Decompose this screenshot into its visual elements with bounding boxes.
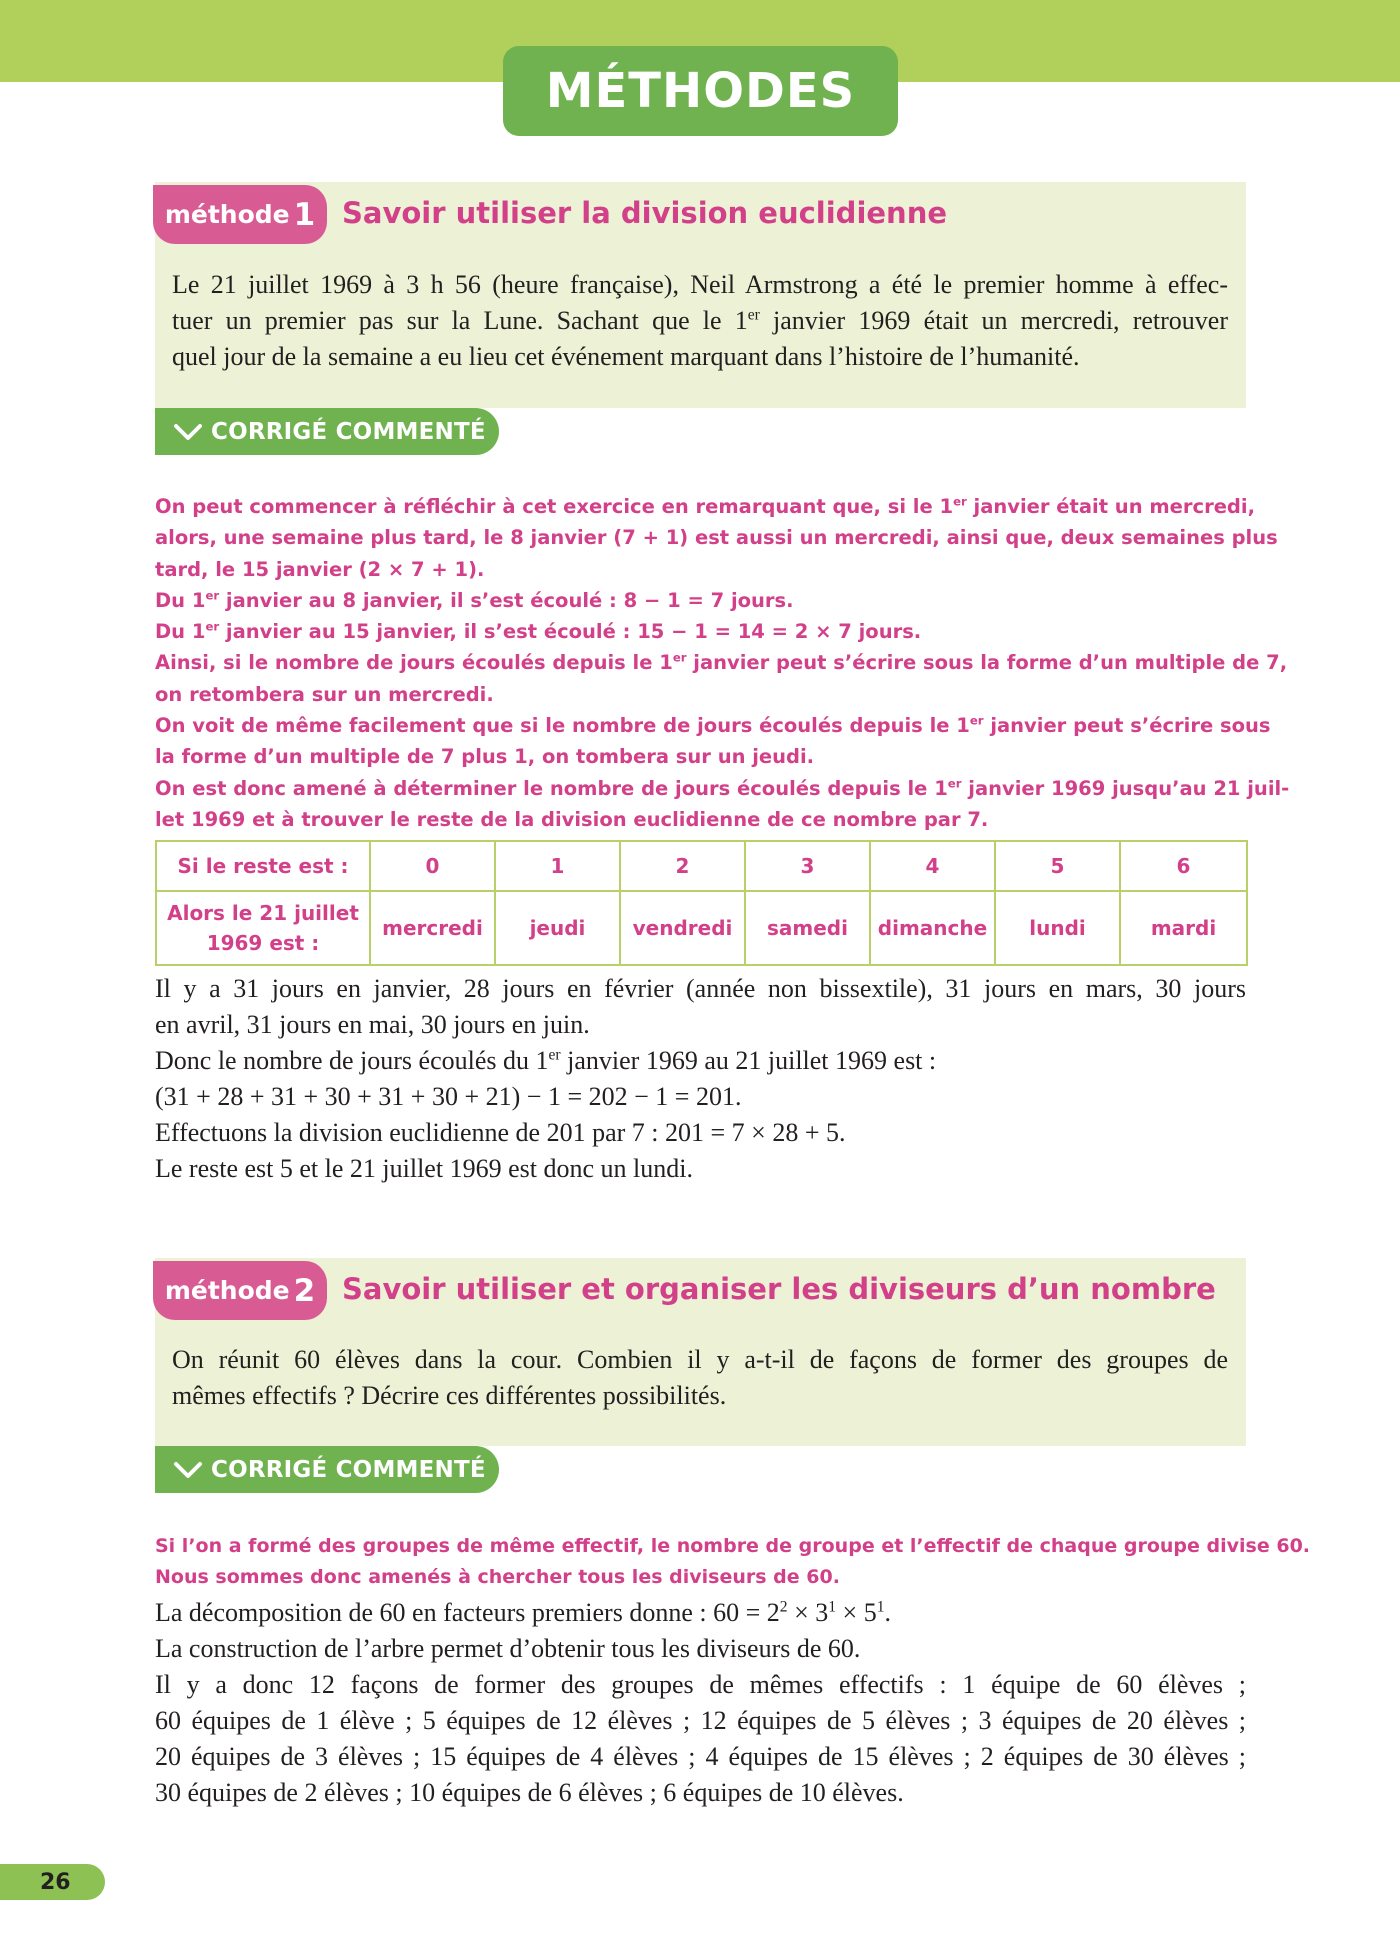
table-cell: 2 [620, 841, 745, 891]
table-cell: dimanche [870, 891, 995, 965]
commentary-line: tard, le 15 janvier (2 × 7 + 1). [155, 557, 485, 581]
table-cell: 0 [370, 841, 495, 891]
commentary-line: Du 1er janvier au 15 janvier, il s’est écoulé : 15 − 1 = 14 = 2 × 7 jours. [155, 619, 922, 644]
chevron-down-icon [173, 1460, 203, 1480]
section-title: MÉTHODES [545, 63, 856, 119]
statement-line: On réunit 60 élèves dans la cour. Combien il y a-t-il de façons de former des groupes de [172, 1345, 1228, 1374]
solution-line: 30 équipes de 2 élèves ; 10 équipes de 6 élèves ; 6 équipes de 10 élèves. [155, 1778, 904, 1807]
method2-solution-commentary [155, 1531, 1310, 1594]
table-cell: lundi [995, 891, 1120, 965]
method2-title: Savoir utiliser et organiser les diviseurs d’un nombre [342, 1272, 1216, 1306]
statement-line: tuer un premier pas sur la Lune. Sachant que le 1er janvier 1969 était un mercredi, retrouver [172, 306, 1228, 335]
commentary-line: On voit de même facilement que si le nombre de jours écoulés depuis le 1er janvier peut s’écrire sous [155, 713, 1271, 738]
table-cell: vendredi [620, 891, 745, 965]
commentary-line: on retombera sur un mercredi. [155, 682, 494, 706]
table-header-cell: Si le reste est : [156, 841, 370, 891]
solution-line: Le reste est 5 et le 21 juillet 1969 est donc un lundi. [155, 1154, 693, 1183]
table-row [156, 891, 1247, 965]
page-number-badge [0, 1864, 105, 1900]
table-cell: 5 [995, 841, 1120, 891]
solution-line: 60 équipes de 1 élève ; 5 équipes de 12 élèves ; 12 équipes de 5 élèves ; 3 équipes de 20 élèves ; [155, 1706, 1246, 1735]
method2-solution [155, 1595, 1246, 1811]
solution-line: Il y a donc 12 façons de former des groupes de mêmes effectifs : 1 équipe de 60 élèves ; [155, 1670, 1246, 1699]
method1-solution [155, 971, 1246, 1187]
table-cell: 1 [495, 841, 620, 891]
method1-solution-commentary [155, 491, 1289, 835]
method1-badge: méthode 1 [153, 185, 327, 244]
commentary-line: Du 1er janvier au 8 janvier, il s’est écoulé : 8 − 1 = 7 jours. [155, 588, 794, 612]
table-cell: samedi [745, 891, 870, 965]
section-title-tab [503, 46, 898, 136]
solution-line: Il y a 31 jours en janvier, 28 jours en février (année non bissextile), 31 jours en mars, 30 jours [155, 974, 1246, 1003]
method1-statement [172, 267, 1228, 375]
statement-line: Le 21 juillet 1969 à 3 h 56 (heure française), Neil Armstrong a été le premier homme à effec- [172, 270, 1228, 299]
table-cell: 4 [870, 841, 995, 891]
statement-line: mêmes effectifs ? Décrire ces différentes possibilités. [172, 1381, 727, 1410]
method1-corrige-tab[interactable]: CORRIGÉ COMMENTÉ [155, 408, 499, 455]
solution-line: La décomposition de 60 en facteurs premiers donne : $60 = 2^2 \times 3^1 \times 5^1$. [155, 1598, 891, 1627]
table-cell: mardi [1120, 891, 1247, 965]
table-cell: 6 [1120, 841, 1247, 891]
statement-line: quel jour de la semaine a eu lieu cet événement marquant dans l’histoire de l’humanité. [172, 342, 1080, 371]
table-cell: jeudi [495, 891, 620, 965]
commentary-line: la forme d’un multiple de 7 plus 1, on tombera sur un jeudi. [155, 745, 815, 769]
commentary-line: let 1969 et à trouver le reste de la division euclidienne de ce nombre par 7. [155, 807, 989, 831]
solution-line: (31 + 28 + 31 + 30 + 31 + 30 + 21) − 1 = 202 − 1 = 201. [155, 1082, 742, 1111]
commentary-line: On peut commencer à réfléchir à cet exercice en remarquant que, si le 1er janvier était un mercredi, [155, 494, 1255, 518]
solution-line: Donc le nombre de jours écoulés du 1er janvier 1969 au 21 juillet 1969 est : [155, 1046, 937, 1075]
solution-line: La construction de l’arbre permet d’obtenir tous les diviseurs de 60. [155, 1634, 861, 1663]
table-header-cell: Alors le 21 juillet 1969 est : [156, 891, 370, 965]
method2-statement [172, 1342, 1228, 1414]
method1-title: Savoir utiliser la division euclidienne [342, 196, 948, 230]
commentary-line: alors, une semaine plus tard, le 8 janvier (7 + 1) est aussi un mercredi, ainsi que, deux semaines plus [155, 526, 1278, 550]
method2-badge: méthode 2 [153, 1261, 327, 1320]
commentary-line: Ainsi, si le nombre de jours écoulés depuis le 1er janvier peut s’écrire sous la forme d’un multiple de 7, [155, 650, 1288, 675]
chevron-down-icon [173, 422, 203, 442]
solution-line: Effectuons la division euclidienne de 201 par 7 : 201 = 7 × 28 + 5. [155, 1118, 846, 1147]
remainder-table [155, 840, 1248, 966]
solution-line: 20 équipes de 3 élèves ; 15 équipes de 4 élèves ; 4 équipes de 15 élèves ; 2 équipes de 30 élèves ; [155, 1742, 1246, 1771]
method2-corrige-tab[interactable]: CORRIGÉ COMMENTÉ [155, 1446, 499, 1493]
commentary-line: Nous sommes donc amenés à chercher tous les diviseurs de 60. [155, 1566, 840, 1589]
page-number: 26 [40, 1869, 71, 1895]
table-cell: mercredi [370, 891, 495, 965]
commentary-line: On est donc amené à déterminer le nombre de jours écoulés depuis le 1er janvier 1969 jusqu’au 21 juil- [155, 776, 1290, 800]
commentary-line: Si l’on a formé des groupes de même effectif, le nombre de groupe et l’effectif de chaque groupe divise 60. [155, 1535, 1311, 1557]
table-cell: 3 [745, 841, 870, 891]
table-row [156, 841, 1247, 891]
solution-line: en avril, 31 jours en mai, 30 jours en juin. [155, 1010, 590, 1039]
